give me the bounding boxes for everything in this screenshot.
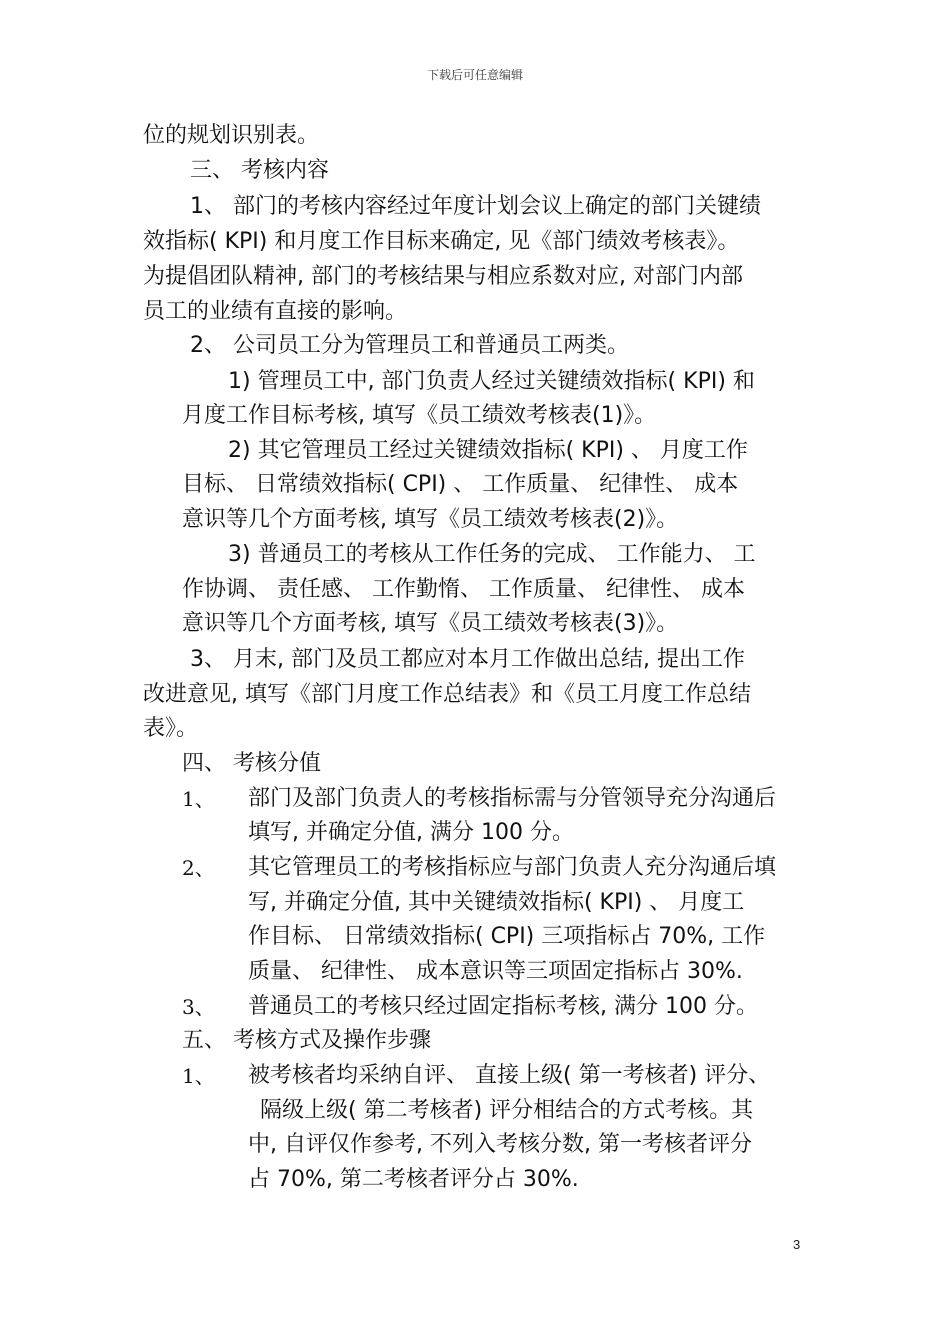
list-item-text: 中, 自评仅作参考, 不列入考核分数, 第一考核者评分 <box>248 1132 752 1157</box>
list-item-text: 隔级上级( 第二考核者) 评分相结合的方式考核。其 <box>260 1098 754 1123</box>
text-line: 2) 其它管理员工经过关键绩效指标( KPI) 、 月度工作 <box>228 438 748 463</box>
page-number: 3 <box>793 1237 801 1252</box>
text-line: 月度工作目标考核, 填写《员工绩效考核表(1)》。 <box>182 403 657 428</box>
list-item-text: 质量、 纪律性、 成本意识等三项固定指标占 30%. <box>248 959 743 984</box>
list-number: 1、 <box>182 787 215 811</box>
text-line: 1、 部门的考核内容经过年度计划会议上确定的部门关键绩 <box>190 194 761 219</box>
list-number: 2、 <box>182 856 215 880</box>
text-line: 位的规划识别表。 <box>143 123 320 148</box>
list-item-text: 被考核者均采纳自评、 直接上级( 第一考核者) 评分、 <box>248 1063 771 1088</box>
list-number: 3、 <box>182 995 215 1019</box>
page-header: 下载后可任意编辑 <box>426 68 523 82</box>
list-item-text: 作目标、 日常绩效指标( CPI) 三项指标占 70%, 工作 <box>248 924 766 949</box>
text-line: 目标、 日常绩效指标( CPI) 、 工作质量、 纪律性、 成本 <box>182 472 739 497</box>
section-heading: 三、 考核内容 <box>190 158 329 183</box>
list-item-text: 其它管理员工的考核指标应与部门负责人充分沟通后填 <box>248 855 777 880</box>
list-number: 1、 <box>182 1064 215 1088</box>
text-line: 3) 普通员工的考核从工作任务的完成、 工作能力、 工 <box>228 542 756 567</box>
list-item-text: 部门及部门负责人的考核指标需与分管领导充分沟通后 <box>248 786 777 811</box>
text-line: 1) 管理员工中, 部门负责人经过关键绩效指标( KPI) 和 <box>228 369 755 394</box>
text-line: 意识等几个方面考核, 填写《员工绩效考核表(3)》。 <box>182 611 679 636</box>
list-item-text: 普通员工的考核只经过固定指标考核, 满分 100 分。 <box>248 994 758 1019</box>
text-line: 作协调、 责任感、 工作勤惰、 工作质量、 纪律性、 成本 <box>182 577 745 602</box>
list-item-text: 写, 并确定分值, 其中关键绩效指标( KPI) 、 月度工 <box>248 890 745 915</box>
section-heading: 五、 考核方式及操作步骤 <box>182 1028 431 1053</box>
text-line: 员工的业绩有直接的影响。 <box>143 299 408 324</box>
text-line: 为提倡团队精神, 部门的考核结果与相应系数对应, 对部门内部 <box>143 264 743 289</box>
text-line: 2、 公司员工分为管理员工和普通员工两类。 <box>190 333 629 358</box>
text-line: 效指标( KPI) 和月度工作目标来确定, 见《部门绩效考核表》。 <box>143 229 740 254</box>
list-item-text: 占 70%, 第二考核者评分占 30%. <box>248 1167 579 1192</box>
list-item-text: 填写, 并确定分值, 满分 100 分。 <box>248 820 574 845</box>
text-line: 3、 月末, 部门及员工都应对本月工作做出总结, 提出工作 <box>190 647 745 672</box>
text-line: 表》。 <box>143 716 199 741</box>
text-line: 改进意见, 填写《部门月度工作总结表》和《员工月度工作总结 <box>143 682 751 707</box>
text-line: 意识等几个方面考核, 填写《员工绩效考核表(2)》。 <box>182 507 679 532</box>
section-heading: 四、 考核分值 <box>182 751 321 776</box>
